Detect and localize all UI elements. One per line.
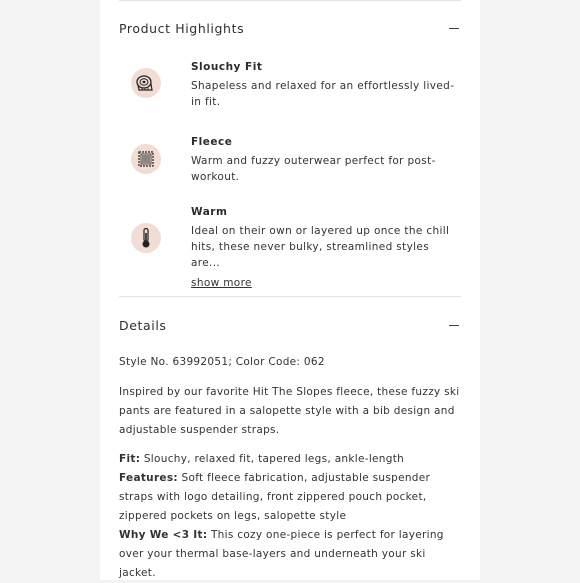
why-label: Why We <3 It: (119, 529, 208, 541)
details-title: Details (119, 317, 167, 333)
highlight-description: Shapeless and relaxed for an effortlessly lived-in fit. (191, 80, 455, 108)
why-text: This cozy one-piece is perfect for layering over your thermal base-layers and underneath your ski jacket. (119, 529, 444, 579)
show-more-link[interactable]: show more (191, 277, 252, 289)
highlight-title: Slouchy Fit (191, 61, 263, 73)
fleece-swatch-icon (131, 144, 161, 174)
fabric-roll-icon (131, 68, 161, 98)
highlight-title: Warm (191, 206, 228, 218)
product-description: Inspired by our favorite Hit The Slopes fleece, these fuzzy ski pants are featured in a salopette style with a bib design and adjustable suspender straps. (119, 386, 460, 436)
details-body (119, 353, 464, 583)
highlight-title: Fleece (191, 136, 233, 148)
thermometer-icon (131, 223, 161, 253)
highlight-item (119, 136, 461, 188)
collapse-icon[interactable] (447, 318, 461, 332)
highlight-item (119, 61, 461, 113)
highlights-accordion-header[interactable] (119, 18, 461, 38)
details-accordion-header[interactable] (119, 315, 461, 335)
why-line (119, 526, 464, 583)
highlight-description: Warm and fuzzy outerwear perfect for post-workout. (191, 155, 436, 183)
highlight-description: Ideal on their own or layered up once the chill hits, these never bulky, streamlined styles are... (191, 225, 450, 269)
features-line (119, 469, 464, 526)
style-number: Style No. 63992051; Color Code: 062 (119, 356, 325, 368)
divider (119, 296, 461, 297)
fit-line (119, 450, 464, 469)
highlights-title: Product Highlights (119, 20, 245, 36)
fit-text: Slouchy, relaxed fit, tapered legs, ankle-length (143, 453, 405, 465)
divider (119, 0, 461, 1)
product-info-panel (100, 0, 480, 580)
features-label: Features: (119, 472, 178, 484)
features-text: Soft fleece fabrication, adjustable suspender straps with logo detailing, front zippered pouch pocket, zippered pockets on legs, salopette style (119, 472, 431, 522)
collapse-icon[interactable] (447, 21, 461, 35)
highlight-item (119, 206, 461, 289)
fit-label: Fit: (119, 453, 141, 465)
